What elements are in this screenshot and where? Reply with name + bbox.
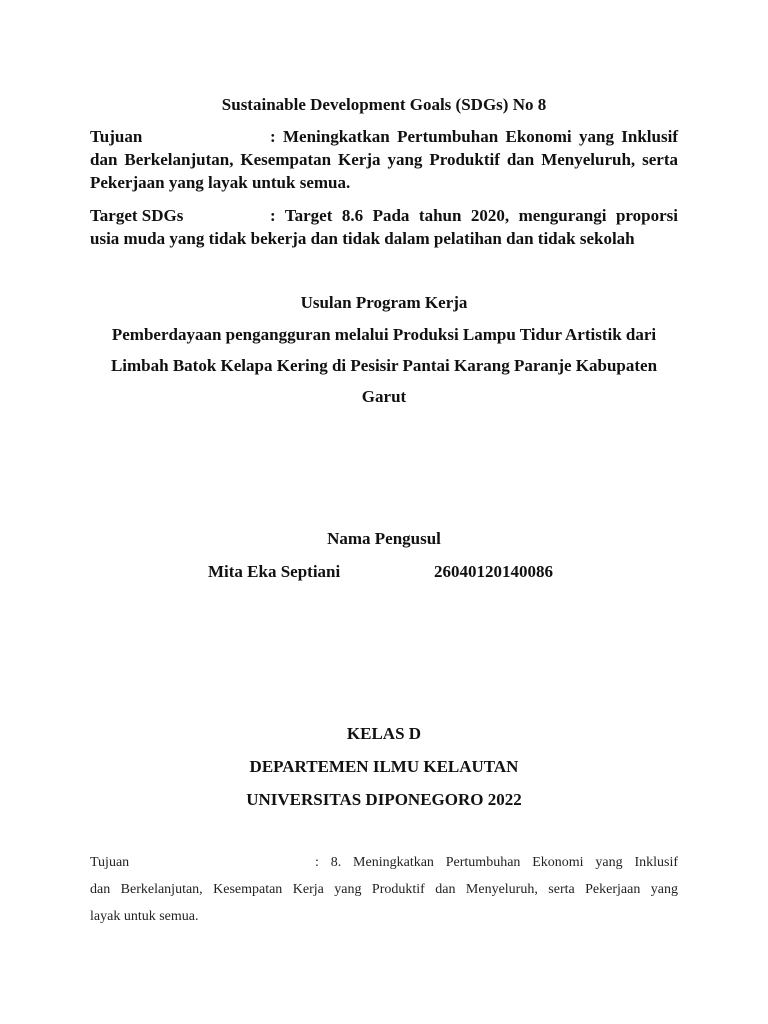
university-label: UNIVERSITAS DIPONEGORO 2022 xyxy=(246,790,522,809)
tujuan-line-1: : Meningkatkan Pertumbuhan Ekonomi yang Inklusif xyxy=(270,127,678,146)
proposer-name: Mita Eka Septiani xyxy=(208,562,341,581)
department-label: DEPARTEMEN ILMU KELAUTAN xyxy=(249,757,519,776)
proposer-id: 26040120140086 xyxy=(434,562,553,581)
proposal-heading: Usulan Program Kerja xyxy=(300,293,468,312)
class-label: KELAS D xyxy=(346,724,422,743)
proposer-heading: Nama Pengusul xyxy=(327,529,441,548)
footer-line-3: layak untuk semua. xyxy=(90,909,199,924)
tujuan-label: Tujuan xyxy=(90,127,143,146)
tujuan-row xyxy=(90,126,678,148)
proposal-title-line-1: Pemberdayaan pengangguran melalui Produksi Lampu Tidur Artistik dari xyxy=(111,325,657,344)
footer-line-2: dan Berkelanjutan, Kesempatan Kerja yang Produktif dan Menyeluruh, serta Pekerjaan yang xyxy=(90,882,678,897)
footer-tujuan-label: Tujuan xyxy=(90,855,130,870)
footer-line-1: : 8. Meningkatkan Pertumbuhan Ekonomi yang Inklusif xyxy=(315,855,678,870)
proposal-title-line-2: Limbah Batok Kelapa Kering di Pesisir Pantai Karang Paranje Kabupaten xyxy=(110,356,658,375)
target-line-1: : Target 8.6 Pada tahun 2020, mengurangi proporsi xyxy=(270,206,678,225)
tujuan-line-3: Pekerjaan yang layak untuk semua. xyxy=(90,173,351,192)
document-title: Sustainable Development Goals (SDGs) No 8 xyxy=(221,95,547,114)
tujuan-line-2: dan Berkelanjutan, Kesempatan Kerja yang Produktif dan Menyeluruh, serta xyxy=(90,150,678,169)
proposal-title-line-3: Garut xyxy=(361,387,407,406)
target-line-2: usia muda yang tidak bekerja dan tidak dalam pelatihan dan tidak sekolah xyxy=(90,229,635,248)
target-row xyxy=(90,205,678,227)
footer-tujuan-row xyxy=(90,853,678,873)
target-label: Target SDGs xyxy=(90,206,184,225)
